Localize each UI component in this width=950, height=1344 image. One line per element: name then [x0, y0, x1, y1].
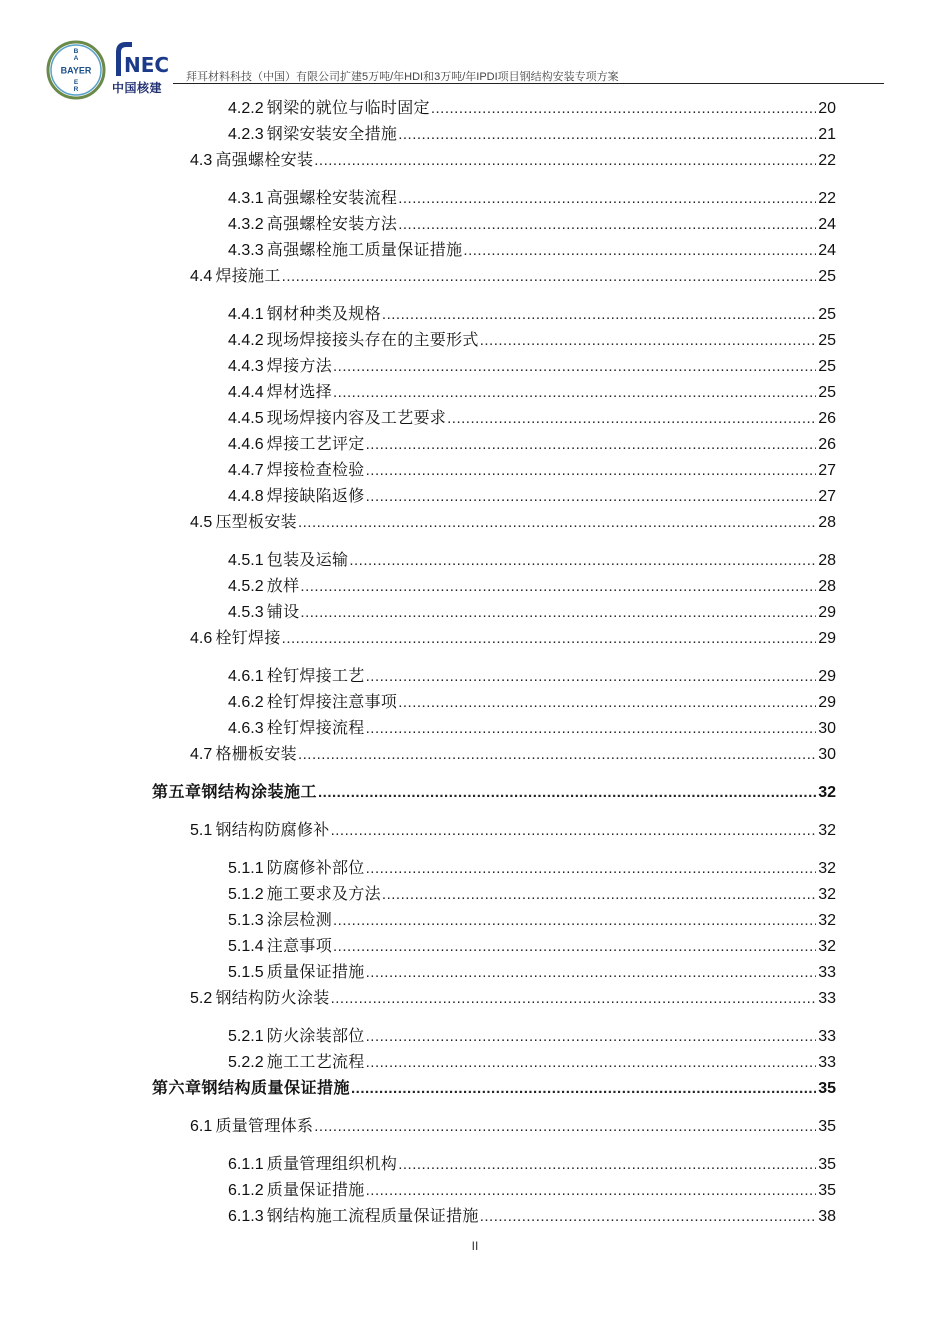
toc-section-entry[interactable]: [190, 1115, 836, 1137]
toc-entry-title: 钢结构防火涂装: [215, 988, 330, 1007]
svg-text:BAYER: BAYER: [60, 65, 92, 76]
toc-subsection-entry[interactable]: [228, 601, 836, 623]
toc-subsection-entry[interactable]: [228, 485, 836, 507]
toc-entry-page: 28: [818, 578, 836, 595]
toc-dot-leader: [282, 628, 817, 650]
toc-dot-leader: [366, 1180, 817, 1202]
toc-dot-leader: [398, 124, 816, 146]
toc-subsection-entry[interactable]: [228, 883, 836, 905]
toc-entry-title: 第五章钢结构涂装施工: [152, 782, 318, 801]
toc-entry-page: 29: [818, 694, 836, 711]
toc-dot-leader: [398, 214, 816, 236]
toc-subsection-entry[interactable]: [228, 459, 836, 481]
toc-entry-title: 质量管理体系: [215, 1116, 314, 1135]
toc-entry-title: 栓钉焊接注意事项: [266, 692, 398, 711]
toc-dot-leader: [463, 240, 816, 262]
toc-entry-page: 35: [818, 1118, 836, 1135]
toc-subsection-entry[interactable]: [228, 381, 836, 403]
toc-subsection-entry[interactable]: [228, 549, 836, 571]
toc-dot-leader: [382, 304, 816, 326]
toc-dot-leader: [366, 486, 817, 508]
svg-text:R: R: [73, 86, 79, 93]
toc-entry-page: 29: [818, 630, 836, 647]
toc-dot-leader: [398, 1154, 816, 1176]
toc-subsection-entry[interactable]: [228, 717, 836, 739]
toc-entry-number: 4.4: [190, 268, 216, 285]
toc-entry-page: 35: [818, 1156, 836, 1173]
toc-subsection-entry[interactable]: [228, 213, 836, 235]
toc-subsection-entry[interactable]: [228, 433, 836, 455]
toc-entry-page: 32: [818, 886, 836, 903]
toc-entry-title: 包装及运输: [266, 550, 349, 569]
toc-dot-leader: [333, 356, 816, 378]
toc-subsection-entry[interactable]: [228, 303, 836, 325]
toc-entry-number: 6.1: [190, 1118, 216, 1135]
toc-entry-number: 4.6.3: [228, 720, 267, 737]
toc-entry-title: 施工要求及方法: [266, 884, 381, 903]
toc-subsection-entry[interactable]: [228, 1205, 836, 1227]
toc-entry-page: 33: [818, 1054, 836, 1071]
toc-entry-page: 25: [818, 332, 836, 349]
toc-subsection-entry[interactable]: [228, 355, 836, 377]
toc-entry-title: 格栅板安装: [215, 744, 297, 763]
toc-entry-title: 钢梁安装安全措施: [266, 124, 398, 143]
toc-entry-page: 32: [818, 912, 836, 929]
toc-entry-title: 钢结构防腐修补: [215, 820, 330, 839]
toc-entry-page: 25: [818, 306, 836, 323]
toc-entry-number: 4.6.1: [228, 668, 267, 685]
toc-subsection-entry[interactable]: [228, 909, 836, 931]
toc-entry-page: 35: [818, 1182, 836, 1199]
toc-dot-leader: [300, 602, 816, 624]
toc-entry-number: 6.1.3: [228, 1208, 267, 1225]
toc-subsection-entry[interactable]: [228, 935, 836, 957]
toc-entry-page: 32: [818, 860, 836, 877]
toc-entry-number: 4.5.1: [228, 552, 267, 569]
toc-subsection-entry[interactable]: [228, 1025, 836, 1047]
toc-subsection-entry[interactable]: [228, 1153, 836, 1175]
toc-dot-leader: [366, 718, 817, 740]
toc-entry-title: 高强螺栓安装方法: [266, 214, 398, 233]
toc-entry-number: 5.2: [190, 990, 216, 1007]
toc-dot-leader: [366, 434, 817, 456]
toc-entry-page: 25: [818, 358, 836, 375]
toc-entry-title: 焊材选择: [266, 382, 332, 401]
toc-entry-page: 26: [818, 436, 836, 453]
toc-subsection-entry[interactable]: [228, 575, 836, 597]
toc-entry-page: 32: [818, 938, 836, 955]
toc-entry-title: 施工工艺流程: [266, 1052, 365, 1071]
toc-entry-page: 30: [818, 720, 836, 737]
toc-entry-number: 4.4.2: [228, 332, 267, 349]
toc-dot-leader: [351, 1078, 816, 1100]
toc-entry-page: 32: [818, 822, 836, 839]
toc-entry-page: 26: [818, 410, 836, 427]
toc-entry-title: 栓钉焊接: [215, 628, 281, 647]
toc-entry-number: 4.3.2: [228, 216, 267, 233]
page-number: II: [471, 1239, 479, 1253]
toc-entry-title: 现场焊接接头存在的主要形式: [266, 330, 479, 349]
toc-subsection-entry[interactable]: [228, 1051, 836, 1073]
toc-dot-leader: [318, 782, 816, 804]
toc-entry-number: 6.1.1: [228, 1156, 267, 1173]
toc-entry-number: 4.6.2: [228, 694, 267, 711]
toc-entry-title: 涂层检测: [266, 910, 332, 929]
toc-dot-leader: [333, 936, 816, 958]
toc-entry-page: 30: [818, 746, 836, 763]
toc-entry-page: 22: [818, 152, 836, 169]
toc-dot-leader: [366, 1026, 817, 1048]
toc-entry-page: 33: [818, 964, 836, 981]
toc-subsection-entry[interactable]: [228, 97, 836, 119]
toc-entry-title: 钢梁的就位与临时固定: [266, 98, 430, 117]
toc-entry-title: 焊接方法: [266, 356, 332, 375]
toc-entry-number: 5.2.1: [228, 1028, 267, 1045]
toc-subsection-entry[interactable]: [228, 329, 836, 351]
toc-entry-page: 32: [818, 784, 836, 801]
toc-dot-leader: [333, 910, 816, 932]
toc-entry-page: 29: [818, 668, 836, 685]
toc-entry-number: 4.6: [190, 630, 216, 647]
toc-entry-number: 4.3.1: [228, 190, 267, 207]
toc-entry-number: 4.5.3: [228, 604, 267, 621]
toc-section-entry[interactable]: [190, 265, 836, 287]
toc-entry-number: 6.1.2: [228, 1182, 267, 1199]
toc-entry-page: 28: [818, 514, 836, 531]
toc-subsection-entry[interactable]: [228, 961, 836, 983]
toc-entry-page: 38: [818, 1208, 836, 1225]
toc-dot-leader: [298, 512, 816, 534]
toc-entry-title: 钢结构施工流程质量保证措施: [266, 1206, 479, 1225]
toc-entry-title: 放样: [266, 576, 300, 595]
toc-entry-title: 钢材种类及规格: [266, 304, 381, 323]
toc-entry-number: 4.4.3: [228, 358, 267, 375]
toc-dot-leader: [314, 1116, 816, 1138]
svg-text:E: E: [73, 79, 79, 86]
toc-entry-title: 焊接工艺评定: [266, 434, 365, 453]
toc-dot-leader: [300, 576, 816, 598]
toc-entry-page: 35: [818, 1080, 836, 1097]
toc-dot-leader: [431, 98, 816, 120]
toc-entry-number: 5.1.2: [228, 886, 267, 903]
toc-entry-number: 4.4.8: [228, 488, 267, 505]
toc-entry-page: 22: [818, 190, 836, 207]
toc-entry-page: 27: [818, 462, 836, 479]
toc-dot-leader: [349, 550, 816, 572]
toc-entry-number: 4.4.4: [228, 384, 267, 401]
svg-text:NEC: NEC: [124, 53, 170, 77]
document-title: 拜耳材料科技（中国）有限公司扩建5万吨/年HDI和3万吨/年IPDI项目钢结构安装专项方案: [186, 71, 619, 83]
toc-entry-title: 现场焊接内容及工艺要求: [266, 408, 447, 427]
svg-text:B: B: [73, 48, 79, 55]
toc-dot-leader: [314, 150, 816, 172]
toc-entry-number: 4.3: [190, 152, 216, 169]
toc-entry-page: 33: [818, 1028, 836, 1045]
toc-section-entry[interactable]: [190, 511, 836, 533]
toc-entry-title: 质量保证措施: [266, 962, 365, 981]
toc-entry-page: 21: [818, 126, 836, 143]
toc-section-entry[interactable]: [190, 819, 836, 841]
toc-entry-page: 27: [818, 488, 836, 505]
toc-entry-number: 4.4.5: [228, 410, 267, 427]
toc-entry-title: 质量管理组织机构: [266, 1154, 398, 1173]
toc-entry-title: 防火涂装部位: [266, 1026, 365, 1045]
toc-entry-page: 28: [818, 552, 836, 569]
toc-dot-leader: [366, 1052, 817, 1074]
toc-entry-page: 25: [818, 384, 836, 401]
toc-chapter-entry[interactable]: [152, 781, 836, 803]
toc-entry-title: 栓钉焊接工艺: [266, 666, 365, 685]
toc-entry-title: 高强螺栓安装流程: [266, 188, 398, 207]
toc-subsection-entry[interactable]: [228, 407, 836, 429]
svg-text:A: A: [73, 55, 79, 62]
toc-dot-leader: [366, 962, 817, 984]
toc-entry-number: 4.5: [190, 514, 216, 531]
toc-entry-page: 29: [818, 604, 836, 621]
toc-dot-leader: [447, 408, 816, 430]
toc-dot-leader: [398, 692, 816, 714]
toc-entry-number: 5.1.4: [228, 938, 267, 955]
toc-section-entry[interactable]: [190, 627, 836, 649]
toc-dot-leader: [480, 1206, 817, 1228]
toc-entry-title: 焊接缺陷返修: [266, 486, 365, 505]
toc-dot-leader: [333, 382, 816, 404]
toc-entry-title: 焊接检查检验: [266, 460, 365, 479]
toc-dot-leader: [366, 666, 817, 688]
toc-entry-number: 4.7: [190, 746, 216, 763]
toc-dot-leader: [382, 884, 816, 906]
toc-entry-number: 4.4.7: [228, 462, 267, 479]
toc-subsection-entry[interactable]: [228, 857, 836, 879]
toc-entry-title: 焊接施工: [215, 266, 281, 285]
toc-entry-page: 33: [818, 990, 836, 1007]
toc-entry-number: 4.5.2: [228, 578, 267, 595]
toc-entry-number: 5.2.2: [228, 1054, 267, 1071]
toc-section-entry[interactable]: [190, 149, 836, 171]
toc-entry-number: 4.3.3: [228, 242, 267, 259]
toc-entry-title: 铺设: [266, 602, 300, 621]
toc-dot-leader: [480, 330, 817, 352]
toc-chapter-entry[interactable]: [152, 1077, 836, 1099]
toc-entry-number: 4.4.1: [228, 306, 267, 323]
cnec-chinese-name: 中国核建: [112, 81, 163, 95]
toc-entry-title: 质量保证措施: [266, 1180, 365, 1199]
toc-subsection-entry[interactable]: [228, 1179, 836, 1201]
toc-section-entry[interactable]: [190, 987, 836, 1009]
toc-subsection-entry[interactable]: [228, 123, 836, 145]
toc-entry-title: 压型板安装: [215, 512, 297, 531]
toc-entry-number: 5.1.1: [228, 860, 267, 877]
toc-subsection-entry[interactable]: [228, 239, 836, 261]
toc-entry-title: 防腐修补部位: [266, 858, 365, 877]
toc-entry-page: 24: [818, 216, 836, 233]
toc-entry-page: 20: [818, 100, 836, 117]
toc-entry-title: 注意事项: [266, 936, 332, 955]
toc-entry-number: 4.2.2: [228, 100, 267, 117]
toc-entry-title: 第六章钢结构质量保证措施: [152, 1078, 351, 1097]
toc-section-entry[interactable]: [190, 743, 836, 765]
toc-entry-number: 5.1.3: [228, 912, 267, 929]
toc-entry-page: 24: [818, 242, 836, 259]
toc-dot-leader: [366, 858, 817, 880]
toc-entry-number: 5.1.5: [228, 964, 267, 981]
toc-dot-leader: [298, 744, 816, 766]
toc-entry-number: 4.2.3: [228, 126, 267, 143]
toc-entry-page: 25: [818, 268, 836, 285]
toc-dot-leader: [282, 266, 817, 288]
toc-subsection-entry[interactable]: [228, 691, 836, 713]
toc-entry-title: 高强螺栓安装: [215, 150, 314, 169]
toc-subsection-entry[interactable]: [228, 665, 836, 687]
toc-dot-leader: [331, 820, 817, 842]
toc-entry-number: 5.1: [190, 822, 216, 839]
toc-dot-leader: [331, 988, 817, 1010]
toc-entry-number: 4.4.6: [228, 436, 267, 453]
toc-dot-leader: [366, 460, 817, 482]
toc-subsection-entry[interactable]: [228, 187, 836, 209]
toc-entry-title: 高强螺栓施工质量保证措施: [266, 240, 463, 259]
toc-entry-title: 栓钉焊接流程: [266, 718, 365, 737]
toc-dot-leader: [398, 188, 816, 210]
